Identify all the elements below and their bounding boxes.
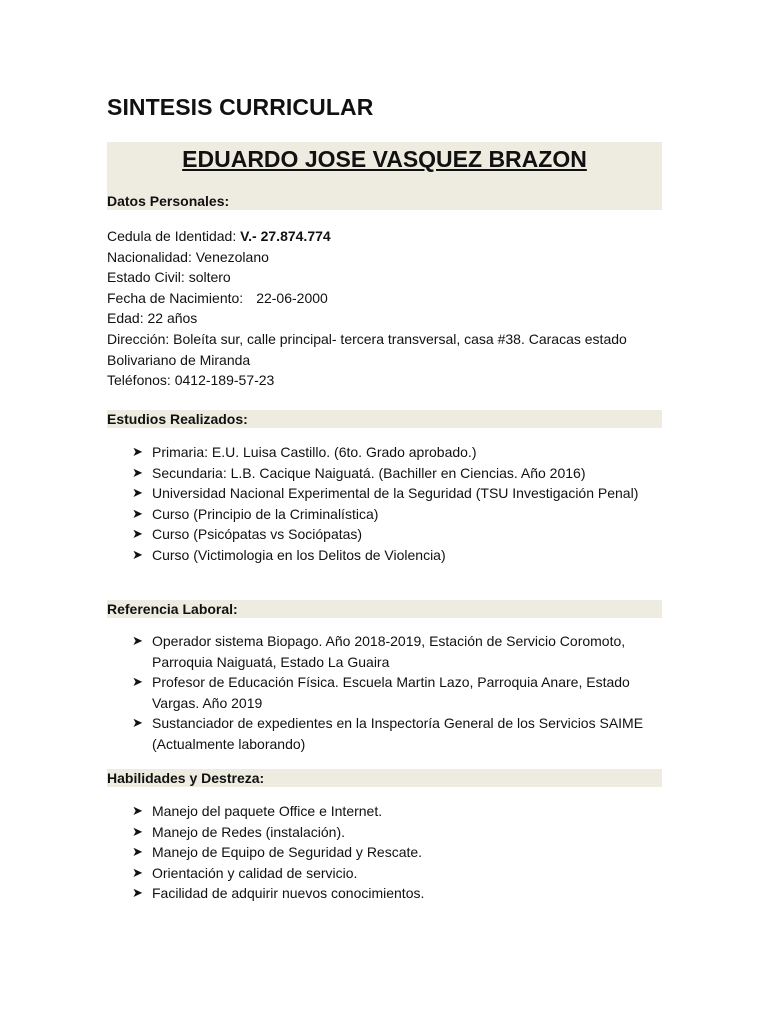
list-item-text: Orientación y calidad de servicio. [152, 864, 358, 881]
arrow-bullet-icon: ➤ [132, 885, 143, 901]
list-item-text: Primaria: E.U. Luisa Castillo. (6to. Grado aprobado.) [152, 444, 477, 460]
personal-data-heading: Datos Personales: [107, 193, 230, 209]
list-item-text: Facilidad de adquirir nuevos conocimientos. [152, 885, 425, 902]
personal-data-block [107, 226, 662, 391]
arrow-bullet-icon: ➤ [132, 444, 143, 459]
id-line [107, 226, 662, 247]
list-item [107, 842, 662, 863]
arrow-bullet-icon: ➤ [132, 715, 143, 731]
phones-line: Teléfonos: 0412-189-57-23 [107, 372, 275, 389]
address-line: Dirección: Boleíta sur, calle principal- tercera transversal, casa #38. Caracas estado Bolivariano de Miranda [107, 330, 627, 368]
id-label: Cedula de Identidad: [107, 228, 241, 244]
list-item-text: Operador sistema Biopago. Año 2018-2019, Estación de Servicio Coromoto, Parroquia Naiguatá, Estado La Guaira [152, 633, 626, 670]
list-item [107, 442, 662, 463]
list-item-text: Manejo de Redes (instalación). [152, 823, 345, 840]
work-list [107, 631, 662, 755]
list-item-text: Manejo de Equipo de Seguridad y Rescate. [152, 844, 423, 861]
list-item [107, 463, 662, 484]
birth-date-value: 22-06-2000 [256, 289, 328, 306]
list-item-text: Profesor de Educación Física. Escuela Martin Lazo, Parroquia Anare, Estado Vargas. Año 2019 [152, 674, 630, 711]
skills-list [107, 801, 662, 904]
arrow-bullet-icon: ➤ [132, 485, 143, 501]
list-item [107, 883, 662, 904]
arrow-bullet-icon: ➤ [132, 526, 143, 542]
arrow-bullet-icon: ➤ [132, 674, 143, 690]
list-item-text: Sustanciador de expedientes en la Inspectoría General de los Servicios SAIME (Actualmente laborando) [152, 715, 644, 752]
list-item-text: Universidad Nacional Experimental de la Seguridad (TSU Investigación Penal) [152, 485, 639, 502]
age-line: Edad: 22 años [107, 310, 198, 327]
civil-status-line: Estado Civil: soltero [107, 269, 231, 286]
list-item [107, 822, 662, 843]
list-item [107, 631, 662, 672]
list-item [107, 483, 662, 504]
list-item [107, 524, 662, 545]
arrow-bullet-icon: ➤ [132, 464, 143, 480]
arrow-bullet-icon: ➤ [132, 803, 143, 818]
studies-list [107, 442, 662, 566]
list-item-text: Curso (Psicópatas vs Sociópatas) [152, 526, 363, 543]
list-item-text: Secundaria: L.B. Cacique Naiguatá. (Bachiller en Ciencias. Año 2016) [152, 464, 586, 481]
candidate-name: EDUARDO JOSE VASQUEZ BRAZON [182, 146, 587, 172]
list-item [107, 713, 662, 754]
arrow-bullet-icon: ➤ [132, 844, 143, 860]
nationality-line: Nacionalidad: Venezolano [107, 248, 269, 265]
document-title: SINTESIS CURRICULAR [107, 94, 374, 120]
list-item [107, 863, 662, 884]
birth-date-line [107, 288, 662, 309]
list-item [107, 545, 662, 566]
list-item [107, 504, 662, 525]
work-heading: Referencia Laboral: [107, 600, 662, 618]
list-item [107, 801, 662, 822]
list-item-text: Manejo del paquete Office e Internet. [152, 803, 383, 819]
list-item-text: Curso (Principio de la Criminalística) [152, 505, 379, 522]
list-item-text: Curso (Victimologia en los Delitos de Violencia) [152, 546, 446, 563]
birth-date-label: Fecha de Nacimiento: [107, 289, 244, 306]
name-band [107, 142, 662, 210]
arrow-bullet-icon: ➤ [132, 505, 143, 521]
arrow-bullet-icon: ➤ [132, 864, 143, 880]
skills-heading: Habilidades y Destreza: [107, 769, 662, 787]
id-value: V.- 27.874.774 [240, 228, 331, 244]
arrow-bullet-icon: ➤ [132, 546, 143, 562]
list-item [107, 672, 662, 713]
studies-heading: Estudios Realizados: [107, 410, 662, 428]
arrow-bullet-icon: ➤ [132, 823, 143, 839]
arrow-bullet-icon: ➤ [132, 633, 143, 648]
